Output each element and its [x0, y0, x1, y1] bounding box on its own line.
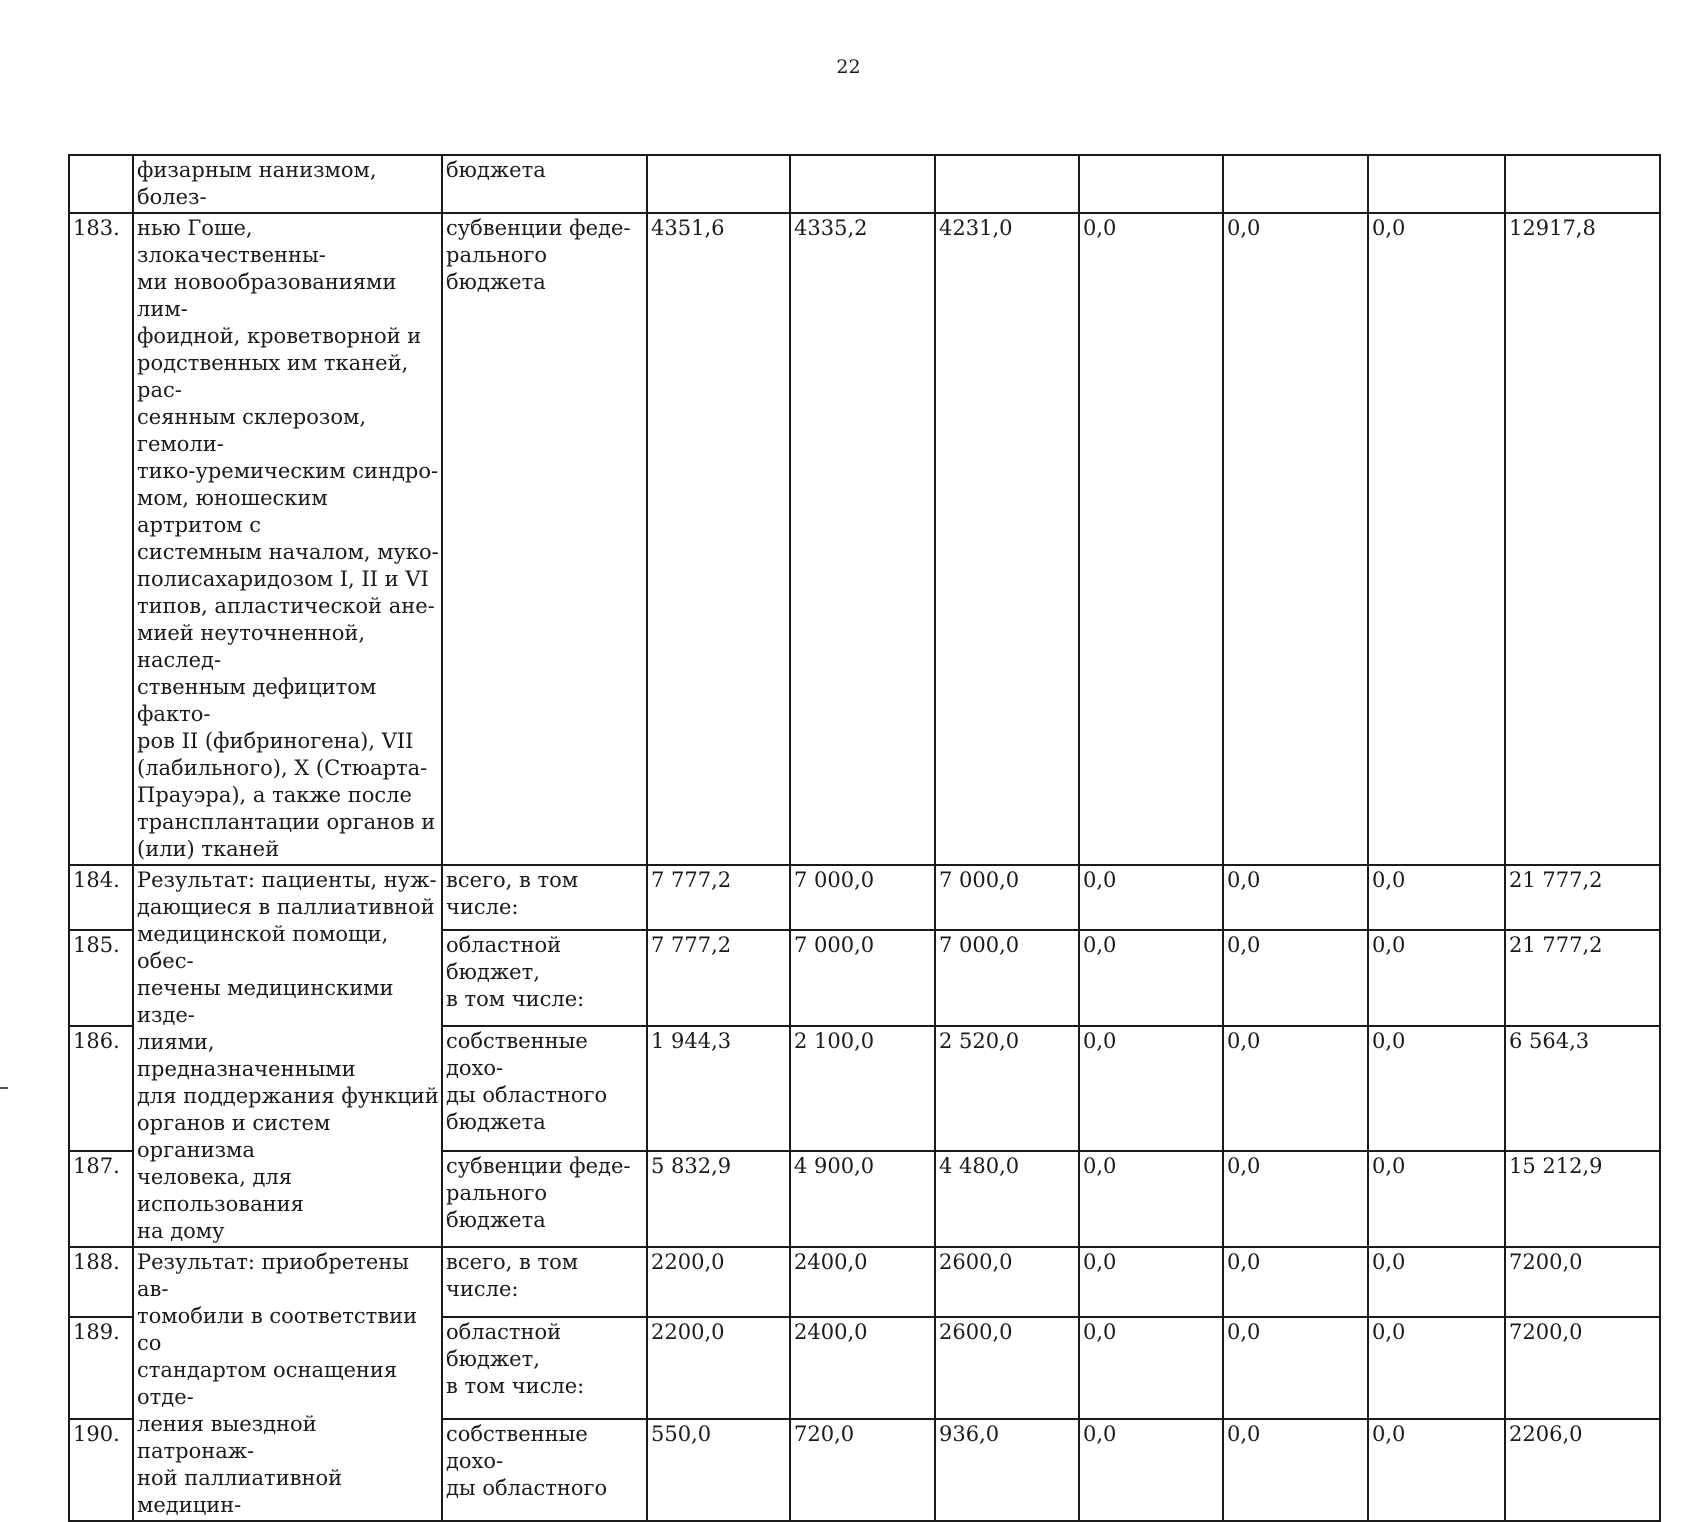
value-cell: 2200,0 [647, 1317, 790, 1419]
table-row [69, 213, 1660, 865]
value-cell: 4351,6 [647, 213, 790, 865]
row-number-cell: 189. [69, 1317, 133, 1419]
funding-source-cell: областной бюджет, в том числе: [442, 930, 647, 1026]
value-cell: 0,0 [1368, 1419, 1505, 1521]
total-cell: 21 777,2 [1505, 865, 1660, 930]
funding-source-cell: собственные дохо- ды областного бюджета [442, 1026, 647, 1152]
value-cell: 2200,0 [647, 1247, 790, 1317]
value-cell [1223, 155, 1368, 213]
value-cell: 2 100,0 [790, 1026, 935, 1152]
value-cell: 0,0 [1223, 930, 1368, 1026]
value-cell: 550,0 [647, 1419, 790, 1521]
value-cell: 936,0 [935, 1419, 1079, 1521]
value-cell [790, 155, 935, 213]
value-cell: 0,0 [1368, 1151, 1505, 1247]
row-number-cell: 183. [69, 213, 133, 865]
funding-source-cell: бюджета [442, 155, 647, 213]
row-number-cell: 188. [69, 1247, 133, 1317]
value-cell: 7 000,0 [790, 930, 935, 1026]
funding-source-cell: субвенции феде- рального бюджета [442, 213, 647, 865]
value-cell: 0,0 [1079, 1247, 1223, 1317]
funding-source-cell: собственные дохо- ды областного [442, 1419, 647, 1521]
value-cell: 7 777,2 [647, 930, 790, 1026]
page-number: 22 [836, 56, 861, 78]
budget-table [68, 154, 1661, 1522]
value-cell: 4 900,0 [790, 1151, 935, 1247]
value-cell: 0,0 [1079, 1317, 1223, 1419]
value-cell: 2400,0 [790, 1247, 935, 1317]
value-cell: 0,0 [1079, 1026, 1223, 1152]
value-cell: 0,0 [1223, 1247, 1368, 1317]
value-cell [1368, 155, 1505, 213]
value-cell: 0,0 [1368, 865, 1505, 930]
value-cell: 0,0 [1079, 930, 1223, 1026]
description-cell: Результат: пациенты, нуж- дающиеся в паллиативной медицинской помощи, обес- печены медицинскими изде- лиями, предназначенными для поддержания функций органов и систем организма человека, для использования на дому [133, 865, 442, 1247]
funding-source-cell: всего, в том числе: [442, 865, 647, 930]
funding-source-cell: областной бюджет, в том числе: [442, 1317, 647, 1419]
total-cell: 21 777,2 [1505, 930, 1660, 1026]
value-cell: 0,0 [1079, 1151, 1223, 1247]
value-cell: 0,0 [1223, 213, 1368, 865]
total-cell: 7200,0 [1505, 1317, 1660, 1419]
row-number-cell: 186. [69, 1026, 133, 1152]
row-number-cell: 187. [69, 1151, 133, 1247]
value-cell: 4231,0 [935, 213, 1079, 865]
margin-mark [0, 1087, 8, 1089]
value-cell: 0,0 [1368, 930, 1505, 1026]
value-cell: 5 832,9 [647, 1151, 790, 1247]
value-cell [1079, 155, 1223, 213]
value-cell [935, 155, 1079, 213]
funding-source-cell: всего, в том числе: [442, 1247, 647, 1317]
description-cell: нью Гоше, злокачественны- ми новообразованиями лим- фоидной, кроветворной и родственных им тканей, рас- сеянным склерозом, гемоли- тико-уремическим синдро- мом, юношеским артритом с системным началом, муко- полисахаридозом I, II и VI типов, апластической ане- мией неуточненной, наслед- ственным дефицитом факто- ров II (фибриногена), VII (лабильного), X (Стюарта- Прауэра), а также после трансплантации органов и (или) тканей [133, 213, 442, 865]
value-cell: 0,0 [1079, 213, 1223, 865]
value-cell: 0,0 [1368, 213, 1505, 865]
total-cell: 15 212,9 [1505, 1151, 1660, 1247]
total-cell: 12917,8 [1505, 213, 1660, 865]
row-number-cell [69, 155, 133, 213]
description-cell: физарным нанизмом, болез- [133, 155, 442, 213]
funding-source-cell: субвенции феде- рального бюджета [442, 1151, 647, 1247]
value-cell: 7 000,0 [935, 865, 1079, 930]
value-cell: 0,0 [1368, 1317, 1505, 1419]
value-cell: 0,0 [1223, 865, 1368, 930]
value-cell: 0,0 [1368, 1247, 1505, 1317]
row-number-cell: 185. [69, 930, 133, 1026]
value-cell: 0,0 [1079, 1419, 1223, 1521]
table-row [69, 865, 1660, 930]
total-cell: 7200,0 [1505, 1247, 1660, 1317]
value-cell: 0,0 [1079, 865, 1223, 930]
value-cell: 7 777,2 [647, 865, 790, 930]
value-cell: 2 520,0 [935, 1026, 1079, 1152]
value-cell: 2600,0 [935, 1317, 1079, 1419]
total-cell: 6 564,3 [1505, 1026, 1660, 1152]
value-cell [647, 155, 790, 213]
value-cell: 2400,0 [790, 1317, 935, 1419]
total-cell: 2206,0 [1505, 1419, 1660, 1521]
total-cell [1505, 155, 1660, 213]
row-number-cell: 184. [69, 865, 133, 930]
value-cell: 4 480,0 [935, 1151, 1079, 1247]
value-cell: 7 000,0 [790, 865, 935, 930]
value-cell: 7 000,0 [935, 930, 1079, 1026]
value-cell: 0,0 [1223, 1317, 1368, 1419]
value-cell: 1 944,3 [647, 1026, 790, 1152]
row-number-cell: 190. [69, 1419, 133, 1521]
table-row [69, 1247, 1660, 1317]
table-row [69, 155, 1660, 213]
value-cell: 2600,0 [935, 1247, 1079, 1317]
value-cell: 0,0 [1223, 1419, 1368, 1521]
description-cell: Результат: приобретены ав- томобили в соответствии со стандартом оснащения отде- ления выездной патронаж- ной паллиативной медицин- [133, 1247, 442, 1521]
value-cell: 0,0 [1223, 1151, 1368, 1247]
value-cell: 4335,2 [790, 213, 935, 865]
value-cell: 720,0 [790, 1419, 935, 1521]
value-cell: 0,0 [1223, 1026, 1368, 1152]
value-cell: 0,0 [1368, 1026, 1505, 1152]
